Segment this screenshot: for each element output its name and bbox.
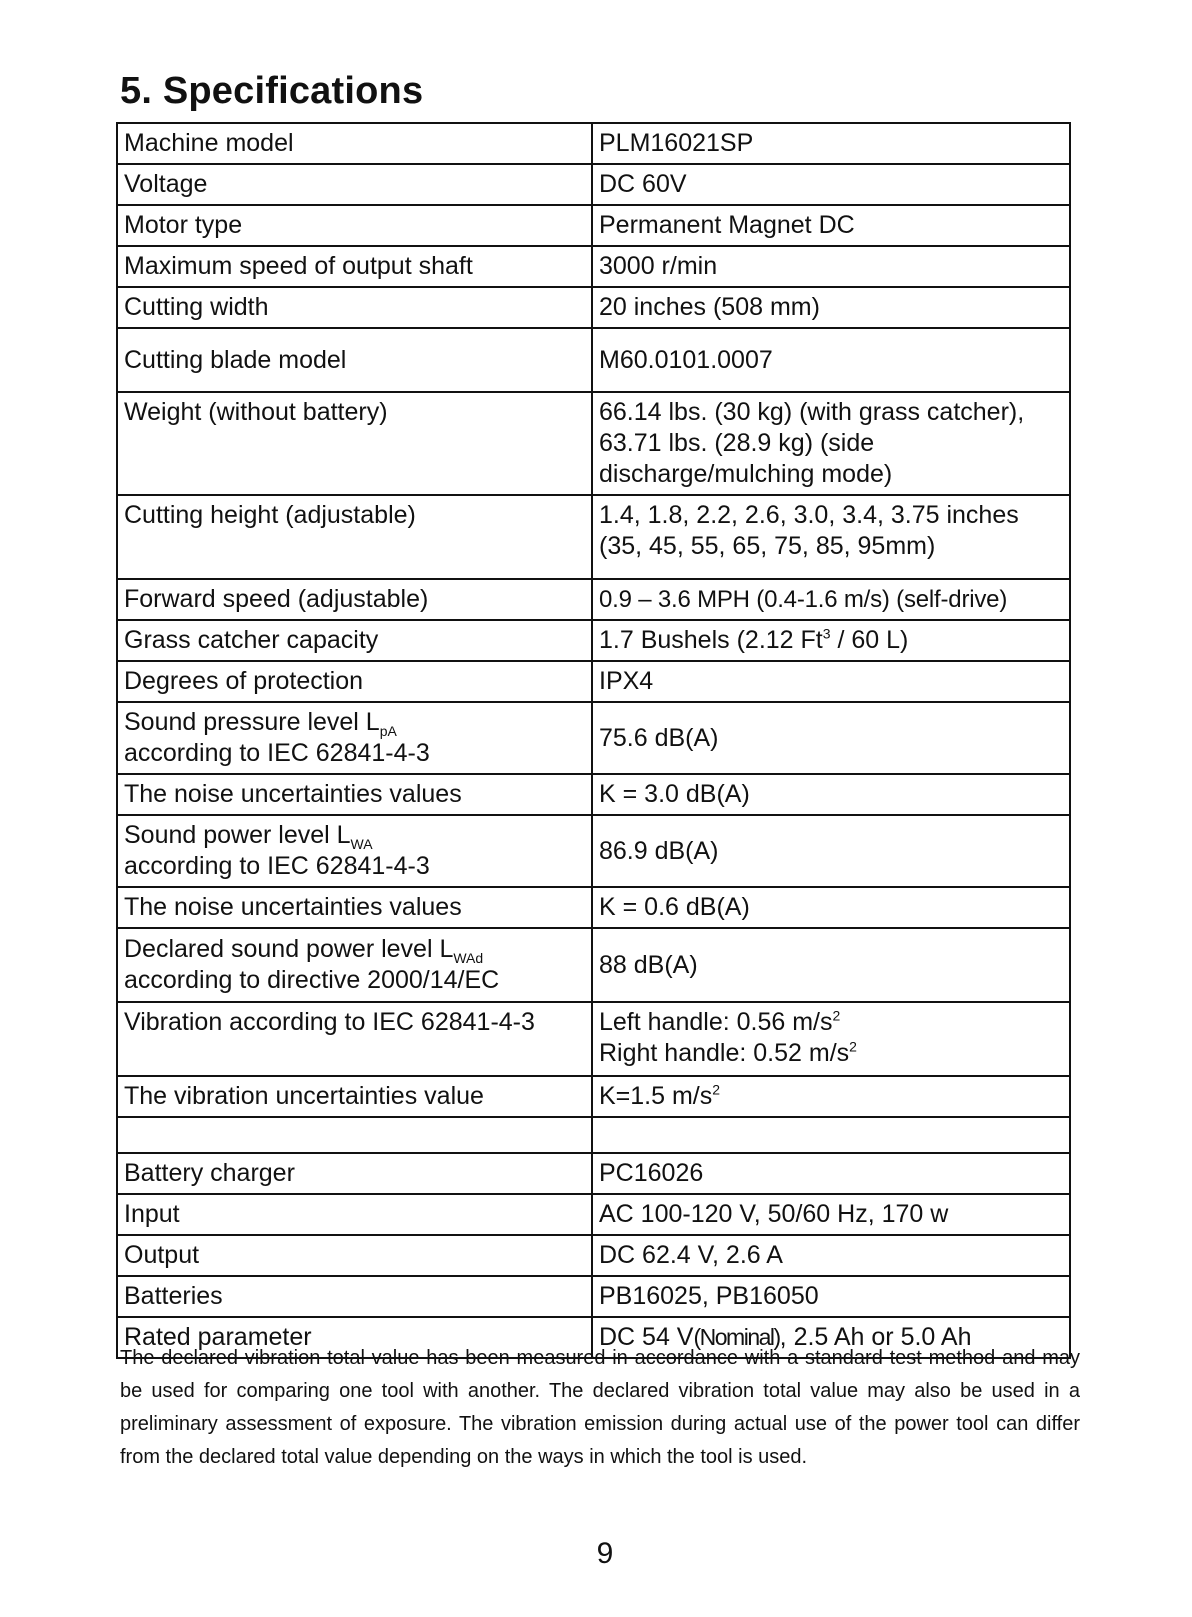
spec-label — [117, 928, 592, 1002]
value-text: , 2.5 Ah or 5.0 Ah — [779, 1323, 972, 1351]
table-row — [117, 1153, 1070, 1194]
spec-value — [592, 392, 1070, 495]
spec-value: IPX4 — [592, 661, 1070, 702]
value-line: (35, 45, 55, 65, 75, 85, 95mm) — [599, 532, 936, 560]
table-row — [117, 702, 1070, 774]
value-text-condensed: (Nominal) — [693, 1324, 780, 1350]
value-line: 63.71 lbs. (28.9 kg) (side — [599, 429, 875, 457]
superscript: 3 — [822, 625, 831, 642]
superscript: 2 — [712, 1081, 721, 1098]
table-row — [117, 164, 1070, 205]
spec-label: Maximum speed of output shaft — [117, 246, 592, 287]
spec-value: DC 62.4 V, 2.6 A — [592, 1235, 1070, 1276]
spec-label — [117, 815, 592, 887]
spec-label: Degrees of protection — [117, 661, 592, 702]
spec-label: Cutting blade model — [117, 328, 592, 392]
spec-label: Cutting height (adjustable) — [117, 495, 592, 579]
value-line: 1.4, 1.8, 2.2, 2.6, 3.0, 3.4, 3.75 inches — [599, 501, 1019, 529]
spec-label: Forward speed (adjustable) — [117, 579, 592, 620]
table-row — [117, 579, 1070, 620]
spec-label: Voltage — [117, 164, 592, 205]
spec-value: 75.6 dB(A) — [592, 702, 1070, 774]
table-row — [117, 1194, 1070, 1235]
specifications-table — [116, 122, 1071, 1359]
table-row — [117, 928, 1070, 1002]
label-line — [124, 934, 585, 965]
table-row — [117, 392, 1070, 495]
label-line — [124, 820, 585, 851]
table-row — [117, 661, 1070, 702]
spec-value — [592, 620, 1070, 661]
page-title: 5. Specifications — [120, 70, 424, 112]
value-text: K=1.5 m/s — [599, 1082, 713, 1110]
table-row — [117, 246, 1070, 287]
table-row — [117, 1076, 1070, 1117]
value-line — [599, 1007, 1063, 1038]
value-text: / 60 L) — [830, 626, 909, 654]
spec-value: DC 60V — [592, 164, 1070, 205]
label-line: according to directive 2000/14/EC — [124, 966, 500, 994]
subscript: WAd — [453, 950, 484, 966]
spec-value: K = 0.6 dB(A) — [592, 887, 1070, 928]
table-row — [117, 887, 1070, 928]
vibration-note: The declared vibration total value has been measured in accordance with a standard test method and may be used for comparing one tool with another. The declared vibration total value may also be used in a preliminary assessment of exposure. The vibration emission during actual use of the power tool can differ from the declared total value depending on the ways in which the tool is used. — [120, 1347, 1080, 1468]
subscript: pA — [379, 723, 397, 739]
table-row — [117, 620, 1070, 661]
spec-label: The noise uncertainties values — [117, 774, 592, 815]
spec-value: K = 3.0 dB(A) — [592, 774, 1070, 815]
subscript: WA — [350, 836, 373, 852]
spec-label: The vibration uncertainties value — [117, 1076, 592, 1117]
spec-label: Motor type — [117, 205, 592, 246]
spec-label: Output — [117, 1235, 592, 1276]
value-line — [599, 1038, 1063, 1069]
spec-label: Weight (without battery) — [117, 392, 592, 495]
table-row-empty — [117, 1117, 1070, 1153]
value-text: DC 54 V — [599, 1323, 694, 1351]
spec-label: Cutting width — [117, 287, 592, 328]
table-row — [117, 287, 1070, 328]
spec-label — [117, 1117, 592, 1153]
table-row — [117, 328, 1070, 392]
label-text: Sound pressure level L — [124, 708, 380, 736]
spec-value — [592, 495, 1070, 579]
spec-label: The noise uncertainties values — [117, 887, 592, 928]
label-line: according to IEC 62841-4-3 — [124, 739, 430, 767]
value-line: 66.14 lbs. (30 kg) (with grass catcher), — [599, 398, 1025, 426]
value-text: Right handle: 0.52 m/s — [599, 1039, 850, 1067]
spec-value: PC16026 — [592, 1153, 1070, 1194]
superscript: 2 — [832, 1007, 841, 1024]
spec-value: 3000 r/min — [592, 246, 1070, 287]
table-row — [117, 774, 1070, 815]
spec-label: Machine model — [117, 123, 592, 164]
value-text: 1.7 Bushels (2.12 Ft — [599, 626, 823, 654]
spec-label: Grass catcher capacity — [117, 620, 592, 661]
table-row — [117, 815, 1070, 887]
spec-value: PLM16021SP — [592, 123, 1070, 164]
label-text: Declared sound power level L — [124, 935, 454, 963]
spec-value: PB16025, PB16050 — [592, 1276, 1070, 1317]
spec-value — [592, 1117, 1070, 1153]
spec-label: Vibration according to IEC 62841-4-3 — [117, 1002, 592, 1076]
value-text: Left handle: 0.56 m/s — [599, 1008, 833, 1036]
table-row — [117, 123, 1070, 164]
value-line: discharge/mulching mode) — [599, 460, 893, 488]
spec-label: Batteries — [117, 1276, 592, 1317]
spec-value: M60.0101.0007 — [592, 328, 1070, 392]
label-text: Sound power level L — [124, 821, 351, 849]
spec-label: Input — [117, 1194, 592, 1235]
spec-value: 88 dB(A) — [592, 928, 1070, 1002]
table-row — [117, 1276, 1070, 1317]
spec-value — [592, 1002, 1070, 1076]
spec-label — [117, 702, 592, 774]
label-line: according to IEC 62841-4-3 — [124, 852, 430, 880]
page-number: 9 — [596, 1537, 614, 1570]
spec-label: Battery charger — [117, 1153, 592, 1194]
table-row — [117, 1235, 1070, 1276]
spec-value: AC 100-120 V, 50/60 Hz, 170 w — [592, 1194, 1070, 1235]
spec-value: 20 inches (508 mm) — [592, 287, 1070, 328]
label-line — [124, 707, 585, 738]
spec-value: 86.9 dB(A) — [592, 815, 1070, 887]
spec-label: Rated parameter — [117, 1317, 592, 1358]
table-row — [117, 495, 1070, 579]
spec-value: Permanent Magnet DC — [592, 205, 1070, 246]
spec-value: 0.9 – 3.6 MPH (0.4-1.6 m/s) (self-drive) — [592, 579, 1070, 620]
superscript: 2 — [849, 1038, 857, 1055]
spec-value — [592, 1076, 1070, 1117]
table-row — [117, 205, 1070, 246]
table-row — [117, 1002, 1070, 1076]
